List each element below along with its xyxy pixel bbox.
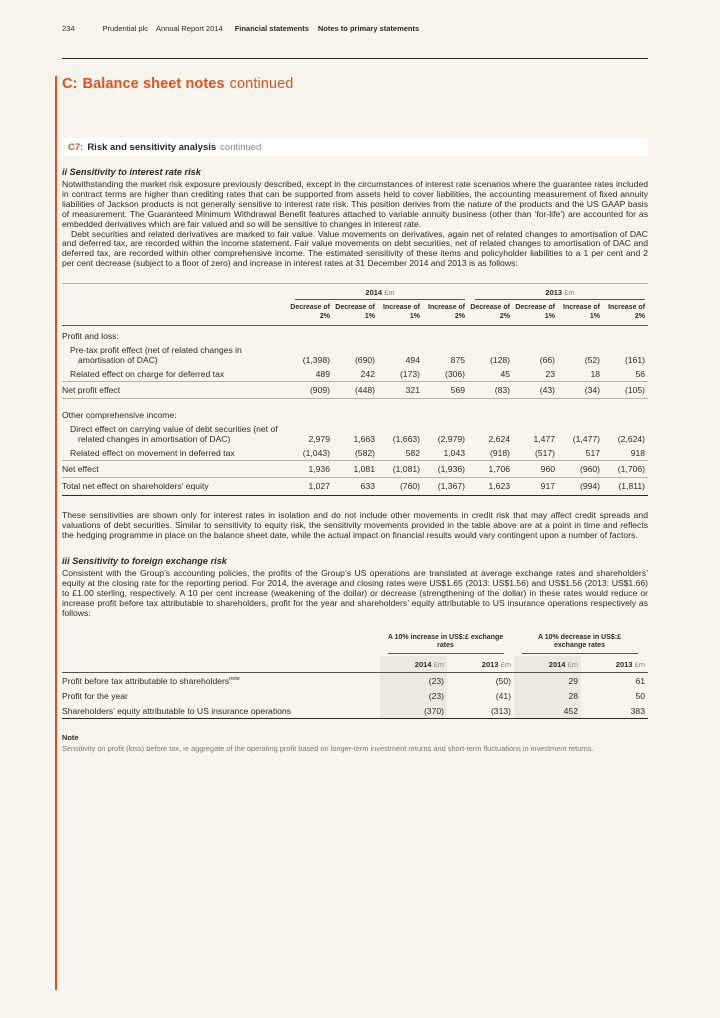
- value-cell: 1,043: [443, 448, 466, 459]
- year-label: 2014: [548, 660, 566, 670]
- table2-group-decrease: [514, 632, 648, 657]
- value-cell: (960): [558, 461, 603, 478]
- table1-column-header-row: [62, 300, 648, 325]
- value-cell: (918): [489, 448, 511, 459]
- value-cell: (448): [333, 381, 378, 398]
- value-cell: (23): [380, 688, 447, 703]
- note-c7-continued: continued: [220, 141, 262, 153]
- table2-group-row: [62, 632, 648, 657]
- value-cell: (173): [399, 368, 420, 379]
- currency-unit: £m: [567, 660, 578, 670]
- table-row: [62, 688, 648, 703]
- currency-unit: £m: [634, 660, 645, 670]
- currency-unit: £m: [433, 660, 444, 670]
- table2-group-increase: [380, 632, 514, 657]
- table2-column-header-row: [62, 656, 648, 673]
- value-cell: 1,081: [333, 461, 378, 478]
- table1-year-group-row: [62, 284, 648, 301]
- paragraph-foreign-exchange: Consistent with the Group’s accounting policies, the profits of the Group’s US operations are translated at average exchange rates and shareholders’ equity at the closing rate for the reporting period. For 2014, the average and closing rates were US$1.65 (2013: US$1.56) and US$1.56 (2013: US$1.66) to £1.00 sterling, respectively. A 10 per cent increase (weakening of the dollar) or decrease (strengthening of the dollar) in these rates would reduce or increase profit before tax attributable to shareholders, profit for the year and shareholders’ equity attributable to US insurance operations respectively as follows:: [62, 568, 648, 618]
- currency-unit: £m: [500, 660, 511, 670]
- value-cell: (313): [447, 703, 514, 719]
- value-cell: 321: [378, 381, 423, 398]
- value-cell: (1,811): [603, 478, 648, 496]
- value-cell: (1,081): [378, 461, 423, 478]
- row-label: Direct effect on carrying value of debt securities (net of related changes in amortisation of DAC): [70, 424, 278, 445]
- value-cell: (34): [558, 381, 603, 398]
- value-cell: (66): [539, 354, 556, 365]
- value-cell: (161): [624, 354, 646, 365]
- row-label: Shareholders’ equity attributable to US insurance operations: [62, 703, 380, 719]
- note-c7-content: [62, 138, 648, 754]
- value-cell: (1,043): [302, 448, 330, 459]
- value-cell: (370): [380, 703, 447, 719]
- column-header: [581, 656, 648, 673]
- column-header: Increase of 2%: [603, 300, 648, 325]
- column-header: [514, 656, 581, 673]
- table-row-net-profit-effect: [62, 381, 648, 398]
- accent-vertical-rule: [55, 76, 57, 990]
- value-cell: 1,706: [468, 461, 513, 478]
- value-cell: (994): [558, 478, 603, 496]
- table-row-net-effect: [62, 461, 648, 478]
- value-cell: 23: [545, 368, 556, 379]
- row-label: Related effect on charge for deferred tax: [70, 368, 225, 379]
- value-cell: (760): [378, 478, 423, 496]
- column-header: Decrease of 1%: [513, 300, 558, 325]
- chapter-continued: continued: [229, 76, 294, 92]
- table2-colhdr-spacer: [62, 656, 380, 673]
- footnote-title: Note: [62, 733, 79, 743]
- value-cell: (909): [288, 381, 333, 398]
- foreign-exchange-sensitivity-table: [62, 632, 648, 720]
- value-cell: 1,477: [533, 434, 556, 445]
- value-cell: 2,979: [308, 434, 330, 445]
- table1-group-2014: [288, 284, 468, 301]
- value-cell: (582): [354, 448, 375, 459]
- note-c7-label: C7:: [68, 141, 84, 153]
- value-cell: 1,027: [288, 478, 333, 496]
- value-cell: (2,624): [617, 434, 646, 445]
- value-cell: (43): [513, 381, 558, 398]
- value-cell: (306): [444, 368, 466, 379]
- value-cell: 45: [500, 368, 511, 379]
- footnote-text: Sensitivity on profit (loss) before tax, ie aggregate of the operating profit based on longer-term investment returns and short-term fluctuations in investment returns.: [62, 744, 594, 754]
- column-header: Decrease of 1%: [333, 300, 378, 325]
- table-row: [62, 343, 648, 367]
- row-label: Total net effect on shareholders’ equity: [62, 478, 288, 496]
- table1-group-2013: [468, 284, 648, 301]
- value-cell: 2,624: [488, 434, 511, 445]
- paragraph-interest-rate-2: Debt securities and related derivatives are marked to fair value. Value movements on derivatives, again net of related changes to amortisation of DAC and deferred tax, are recorded within the income statement. Fair value movements on debt securities, net of related changes to amortisation of DAC and deferred tax, are recorded within other comprehensive income. The estimated sensitivity of these items and policyholder liabilities to a 1 per cent and 2 per cent decrease (subject to a floor of zero) and increase in interest rates at 31 December 2014 and 2013 is as follows:: [62, 228, 648, 269]
- value-cell: 918: [630, 448, 646, 459]
- row-label: Profit for the year: [62, 690, 128, 701]
- year-label: 2013: [615, 660, 633, 670]
- value-cell: 56: [635, 368, 646, 379]
- table-row: [62, 367, 648, 382]
- header-subsection: Notes to primary statements: [317, 24, 420, 33]
- value-cell: (105): [603, 381, 648, 398]
- column-header: Decrease of 2%: [468, 300, 513, 325]
- header-rule: [62, 58, 648, 59]
- note-c7-heading-bar: [62, 138, 648, 156]
- interest-rate-sensitivity-table: [62, 283, 648, 496]
- spacer-row: [62, 398, 648, 405]
- paragraph-sensitivities-isolation: These sensitivities are shown only for interest rates in isolation and do not include other movements in credit risk that may affect credit spreads and valuations of debt securities. Similar to sensitivity to equity risk, the sensitivity movements provided in the table above are at a point in time and reflects the hedging programme in place on the balance sheet date, while the actual impact on financial results would vary contingent upon a number of factors.: [62, 510, 648, 541]
- year-2014-label: 2014: [365, 288, 383, 298]
- value-cell: 242: [360, 368, 375, 379]
- page-header: [62, 24, 648, 33]
- column-header: [447, 656, 514, 673]
- value-cell: 960: [513, 461, 558, 478]
- row-label: Related effect on movement in deferred tax: [70, 448, 235, 459]
- value-cell: (1,398): [302, 354, 330, 365]
- year-label: 2014: [414, 660, 432, 670]
- value-cell: (1,663): [392, 434, 420, 445]
- currency-unit: £m: [384, 288, 395, 298]
- table1-colhdr-spacer: [62, 300, 288, 325]
- table-row: [62, 325, 648, 343]
- row-label: Pre-tax profit effect (net of related changes in amortisation of DAC): [70, 344, 242, 365]
- page-number: 234: [62, 24, 75, 33]
- chapter-title: [62, 76, 293, 92]
- column-header: Increase of 1%: [558, 300, 603, 325]
- column-header: [380, 656, 447, 673]
- value-cell: 1,663: [353, 434, 375, 445]
- value-cell: 517: [585, 448, 601, 459]
- row-label-text: Profit before tax attributable to shareholders: [62, 675, 230, 686]
- value-cell: 917: [513, 478, 558, 496]
- value-cell: (50): [495, 675, 511, 686]
- value-cell: 1,623: [468, 478, 513, 496]
- value-cell: 1,936: [288, 461, 333, 478]
- footnote-block: [62, 733, 648, 754]
- table2-corner-cell: [62, 632, 380, 657]
- table1-corner-cell: [62, 284, 288, 301]
- paragraph-interest-rate-1: Notwithstanding the market risk exposure previously described, except in the circumstances of interest rate scenarios where the guarantee rates included in contract terms are higher than crediting rates that can be supported from assets held to cover liabilities, the accounting measurement of fixed annuity liabilities of Jackson products is not generally sensitive to interest rate risk. This position derives from the nature of the products and the US GAAP basis of measurement. The Guaranteed Minimum Withdrawal Benefit features attached to variable annuity business (other than ‘for-life’) are accounted for as embedded derivatives which are fair valued and so will be sensitive to changes in interest rate.: [62, 179, 648, 229]
- value-cell: (1,367): [423, 478, 468, 496]
- value-cell: (517): [534, 448, 556, 459]
- value-cell: 489: [315, 368, 330, 379]
- value-cell: (41): [495, 690, 511, 701]
- row-label: [62, 673, 380, 689]
- value-cell: 383: [581, 703, 648, 719]
- group-decrease-label: A 10% decrease in US$:£ exchange rates: [522, 634, 638, 655]
- value-cell: 61: [635, 675, 645, 686]
- table-row-total-net-effect: [62, 478, 648, 496]
- row-section-label: Profit and loss:: [62, 330, 119, 341]
- value-cell: 569: [423, 381, 468, 398]
- year-label: 2013: [481, 660, 499, 670]
- value-cell: 50: [635, 690, 645, 701]
- value-cell: 18: [590, 368, 601, 379]
- value-cell: 494: [405, 354, 420, 365]
- value-cell: 29: [514, 673, 581, 689]
- column-header: Decrease of 2%: [288, 300, 333, 325]
- note-c7-title: Risk and sensitivity analysis: [87, 141, 217, 153]
- column-header: Increase of 1%: [378, 300, 423, 325]
- value-cell: (1,477): [572, 434, 601, 445]
- year-2013-label: 2013: [545, 288, 563, 298]
- report-title: Annual Report 2014: [155, 24, 223, 33]
- value-cell: 28: [514, 688, 581, 703]
- row-label: Net effect: [62, 461, 288, 478]
- value-cell: (690): [354, 354, 375, 365]
- heading-foreign-exchange-risk: iii Sensitivity to foreign exchange risk: [62, 556, 227, 567]
- table-row: [62, 422, 648, 446]
- row-section-label: Other comprehensive income:: [62, 410, 177, 421]
- header-section: Financial statements: [234, 24, 309, 33]
- note-reference: note: [229, 675, 240, 682]
- value-cell: 875: [450, 354, 466, 365]
- brand-name: Prudential plc: [102, 24, 148, 33]
- value-cell: (52): [584, 354, 601, 365]
- value-cell: (2,979): [437, 434, 466, 445]
- table-row: [62, 673, 648, 689]
- value-cell: (83): [468, 381, 513, 398]
- currency-unit: £m: [564, 288, 575, 298]
- chapter-name: Balance sheet notes: [82, 76, 225, 92]
- table-row: [62, 405, 648, 422]
- chapter-letter: C:: [62, 76, 78, 92]
- value-cell: 582: [405, 448, 420, 459]
- value-cell: (23): [380, 673, 447, 689]
- value-cell: 633: [333, 478, 378, 496]
- table-row: [62, 703, 648, 719]
- value-cell: (1,706): [603, 461, 648, 478]
- column-header: Increase of 2%: [423, 300, 468, 325]
- value-cell: (128): [489, 354, 511, 365]
- table-row: [62, 446, 648, 461]
- value-cell: 452: [514, 703, 581, 719]
- heading-interest-rate-risk: ii Sensitivity to interest rate risk: [62, 167, 201, 177]
- group-increase-label: A 10% increase in US$:£ exchange rates: [388, 634, 504, 655]
- value-cell: (1,936): [423, 461, 468, 478]
- row-label: Net profit effect: [62, 381, 288, 398]
